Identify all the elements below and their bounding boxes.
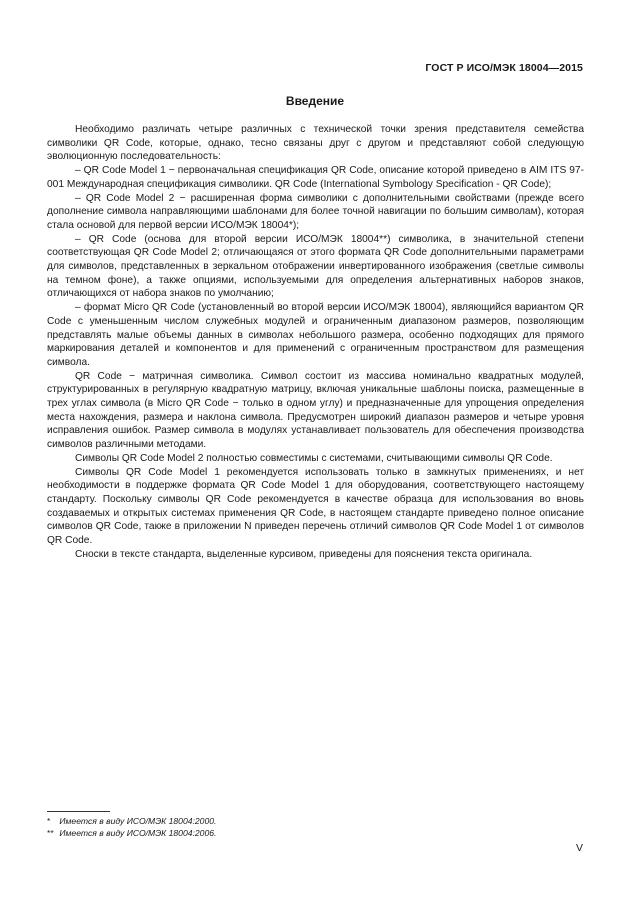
footnote-text: Имеется в виду ИСО/МЭК 18004:2000. bbox=[59, 816, 217, 826]
paragraph-compatibility: Символы QR Code Model 2 полностью совместимы с системами, считывающими символы QR Code. bbox=[75, 452, 553, 464]
footnote-divider bbox=[47, 811, 110, 812]
paragraph-model1: – QR Code Model 1 − первоначальная спецификация QR Code, описание которой приведено в AIM ITS 97-001 Международная спецификация символики. QR Code (International Symbology Specification - QR Code); bbox=[47, 165, 584, 190]
page-number: V bbox=[575, 842, 583, 854]
section-title: Введение bbox=[285, 94, 345, 108]
paragraph-footnote-note: Сноски в тексте стандарта, выделенные курсивом, приведены для пояснения текста оригинала. bbox=[75, 548, 533, 560]
paragraph-matrix-symbology: QR Code − матричная символика. Символ состоит из массива номинально квадратных модулей, структурированных в регулярную квадратную матрицу, включая уникальные шаблоны поиска, размещенные в трех углах символа (в Micro QR Code − только в одном углу) и предназначенные для упрощения определения места нахождения, размера и наклона символа. Предусмотрен широкий диапазон размеров и четыре уровня исправления ошибок. Размер символа в модулях устанавливает пользователь для обеспечения производства символов различными методами. bbox=[47, 370, 584, 451]
paragraph-qrcode: – QR Code (основа для второй версии ИСО/МЭК 18004**) символика, в значительной степени соответствующая QR Code Model 2; отличающаяся от этого формата QR Code дополнительными параметрами для символов, представленных в зеркальном отображении инвертированного изображения (светлые символы на темном фоне), а также опциями, используемыми для определения альтернативных наборов знаков, отличающихся от набора знаков по умолчанию; bbox=[47, 233, 584, 300]
paragraph-model1-recommendation: Символы QR Code Model 1 рекомендуется использовать только в замкнутых применениях, и нет необходимости в поддержке формата QR Code Model 1 для оборудования, соответствующего настоящему стандарту. Поскольку символы QR Code рекомендуется в качестве образца для использования во вновь создаваемых и открытых системах применения QR Code, в настоящем стандарте приведено полное описание символов QR Code, также в приложении N приведен перечень отличий символов QR Code Model 1 от символов QR Code. bbox=[47, 466, 584, 547]
footnote-item bbox=[47, 827, 347, 839]
footnote-text: Имеется в виду ИСО/МЭК 18004:2006. bbox=[59, 828, 217, 838]
paragraph-model2: – QR Code Model 2 − расширенная форма символики с дополнительными свойствами (прежде всего дополнение символа направляющими шаблонами для более точной навигации по большим символам), которая стала основой для первой версии ИСО/МЭК 18004*); bbox=[47, 192, 584, 231]
footnote-item bbox=[47, 815, 347, 827]
footnotes bbox=[47, 811, 347, 839]
body-text bbox=[47, 123, 584, 562]
footnote-mark: * bbox=[47, 816, 51, 826]
paragraph-intro: Необходимо различать четыре различных с технической точки зрения представителя семейства символики QR Code, которые, однако, тесно связаны друг с другом и представляют собой следующую эволюционную последовательность: bbox=[47, 124, 584, 163]
paragraph-micro-qr: – формат Micro QR Code (установленный во второй версии ИСО/МЭК 18004), являющийся вариантом QR Code с уменьшенным числом служебных модулей и ограниченным диапазоном размеров, позволяющим представлять малые объемы данных в символах небольшого размера, особенно подходящих для прямого маркирования деталей и компонентов и для применений с ограниченным пространством для размещения символа. bbox=[47, 302, 584, 368]
footnote-mark: ** bbox=[47, 828, 54, 838]
standard-code-header: ГОСТ Р ИСО/МЭК 18004—2015 bbox=[425, 62, 583, 74]
